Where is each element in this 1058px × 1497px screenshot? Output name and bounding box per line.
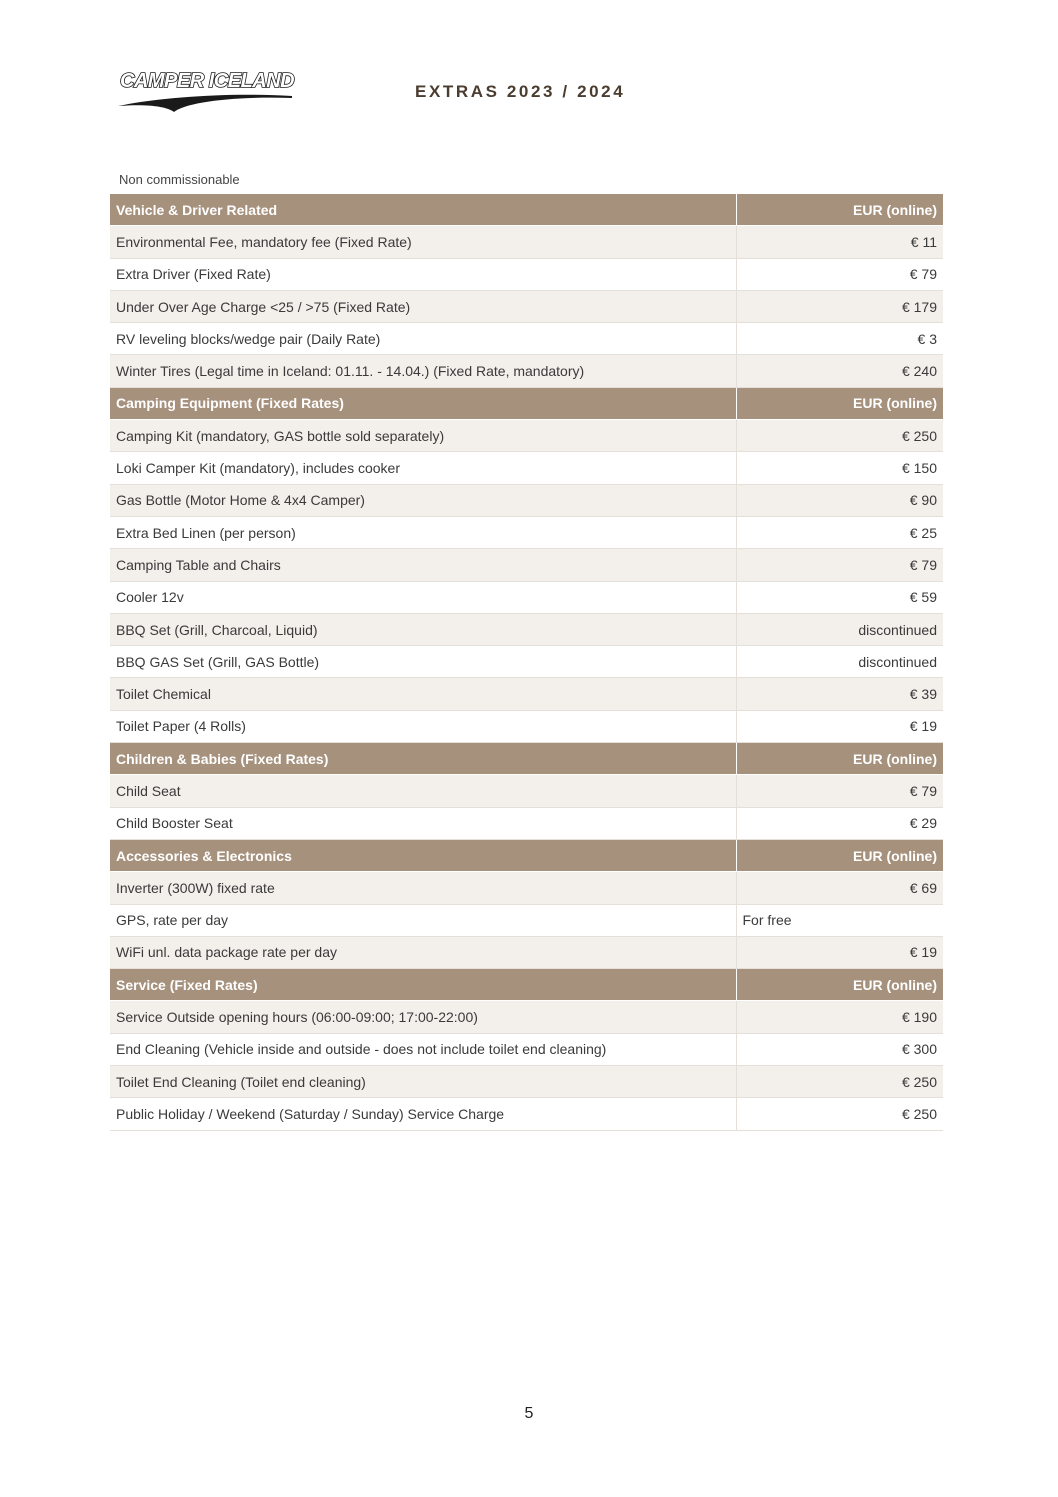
section-header-row: [110, 969, 943, 1001]
item-name: Toilet Paper (4 Rolls): [110, 710, 736, 742]
table-row: [110, 452, 943, 484]
section-title: Children & Babies (Fixed Rates): [110, 743, 736, 775]
page-number: 5: [524, 1405, 534, 1422]
item-name: Extra Driver (Fixed Rate): [110, 258, 736, 290]
item-price: € 79: [736, 775, 943, 807]
table-row: [110, 678, 943, 710]
section-price-header: EUR (online): [736, 194, 943, 226]
item-name: Camping Table and Chairs: [110, 549, 736, 581]
table-row: [110, 1066, 943, 1098]
item-name: Inverter (300W) fixed rate: [110, 872, 736, 904]
item-name: Public Holiday / Weekend (Saturday / Sunday) Service Charge: [110, 1098, 736, 1130]
item-price: € 250: [736, 420, 943, 452]
item-price: discontinued: [736, 613, 943, 645]
extras-price-table: [110, 194, 943, 1131]
item-name: Loki Camper Kit (mandatory), includes cooker: [110, 452, 736, 484]
table-row: [110, 936, 943, 968]
non-commissionable-note: Non commissionable: [119, 172, 240, 187]
section-price-header: EUR (online): [736, 969, 943, 1001]
section-title: Camping Equipment (Fixed Rates): [110, 387, 736, 419]
section-price-header: EUR (online): [736, 743, 943, 775]
item-price: € 59: [736, 581, 943, 613]
item-price: € 240: [736, 355, 943, 387]
item-price: € 19: [736, 936, 943, 968]
table-row: [110, 710, 943, 742]
item-price: € 29: [736, 807, 943, 839]
document-title: EXTRAS 2023 / 2024: [415, 82, 626, 101]
item-name: Service Outside opening hours (06:00-09:00; 17:00-22:00): [110, 1001, 736, 1033]
item-name: RV leveling blocks/wedge pair (Daily Rate): [110, 323, 736, 355]
table-row: [110, 775, 943, 807]
table-row: [110, 258, 943, 290]
item-price: € 300: [736, 1033, 943, 1065]
table-row: [110, 872, 943, 904]
item-name: BBQ Set (Grill, Charcoal, Liquid): [110, 613, 736, 645]
item-price: € 69: [736, 872, 943, 904]
table-row: [110, 1001, 943, 1033]
table-row: [110, 420, 943, 452]
item-price: For free: [736, 904, 943, 936]
table-row: [110, 581, 943, 613]
table-row: [110, 484, 943, 516]
table-row: [110, 516, 943, 548]
item-name: Toilet End Cleaning (Toilet end cleaning): [110, 1066, 736, 1098]
item-price: € 250: [736, 1098, 943, 1130]
item-name: Under Over Age Charge <25 / >75 (Fixed Rate): [110, 290, 736, 322]
table-row: [110, 1033, 943, 1065]
table-row: [110, 646, 943, 678]
item-name: Camping Kit (mandatory, GAS bottle sold separately): [110, 420, 736, 452]
section-header-row: [110, 743, 943, 775]
item-name: Child Booster Seat: [110, 807, 736, 839]
item-name: Gas Bottle (Motor Home & 4x4 Camper): [110, 484, 736, 516]
section-price-header: EUR (online): [736, 839, 943, 871]
item-name: Extra Bed Linen (per person): [110, 516, 736, 548]
table-row: [110, 323, 943, 355]
item-price: € 11: [736, 226, 943, 258]
item-price: € 190: [736, 1001, 943, 1033]
item-name: Cooler 12v: [110, 581, 736, 613]
section-title: Accessories & Electronics: [110, 839, 736, 871]
table-row: [110, 904, 943, 936]
section-header-row: [110, 194, 943, 226]
table-row: [110, 355, 943, 387]
item-price: € 250: [736, 1066, 943, 1098]
item-price: € 90: [736, 484, 943, 516]
item-price: € 179: [736, 290, 943, 322]
section-title: Vehicle & Driver Related: [110, 194, 736, 226]
item-price: € 150: [736, 452, 943, 484]
table-row: [110, 1098, 943, 1130]
item-price: discontinued: [736, 646, 943, 678]
table-row: [110, 549, 943, 581]
item-name: Child Seat: [110, 775, 736, 807]
item-name: Toilet Chemical: [110, 678, 736, 710]
item-name: WiFi unl. data package rate per day: [110, 936, 736, 968]
item-name: End Cleaning (Vehicle inside and outside - does not include toilet end cleaning): [110, 1033, 736, 1065]
camper-iceland-logo: [116, 68, 294, 116]
table-row: [110, 290, 943, 322]
section-header-row: [110, 839, 943, 871]
item-price: € 79: [736, 549, 943, 581]
section-header-row: [110, 387, 943, 419]
item-name: GPS, rate per day: [110, 904, 736, 936]
item-price: € 39: [736, 678, 943, 710]
item-price: € 79: [736, 258, 943, 290]
item-price: € 3: [736, 323, 943, 355]
item-price: € 25: [736, 516, 943, 548]
section-price-header: EUR (online): [736, 387, 943, 419]
section-title: Service (Fixed Rates): [110, 969, 736, 1001]
table-row: [110, 226, 943, 258]
item-price: € 19: [736, 710, 943, 742]
table-row: [110, 807, 943, 839]
item-name: Winter Tires (Legal time in Iceland: 01.11. - 14.04.) (Fixed Rate, mandatory): [110, 355, 736, 387]
table-row: [110, 613, 943, 645]
logo-text: CAMPER ICELAND: [120, 70, 295, 92]
item-name: BBQ GAS Set (Grill, GAS Bottle): [110, 646, 736, 678]
item-name: Environmental Fee, mandatory fee (Fixed Rate): [110, 226, 736, 258]
